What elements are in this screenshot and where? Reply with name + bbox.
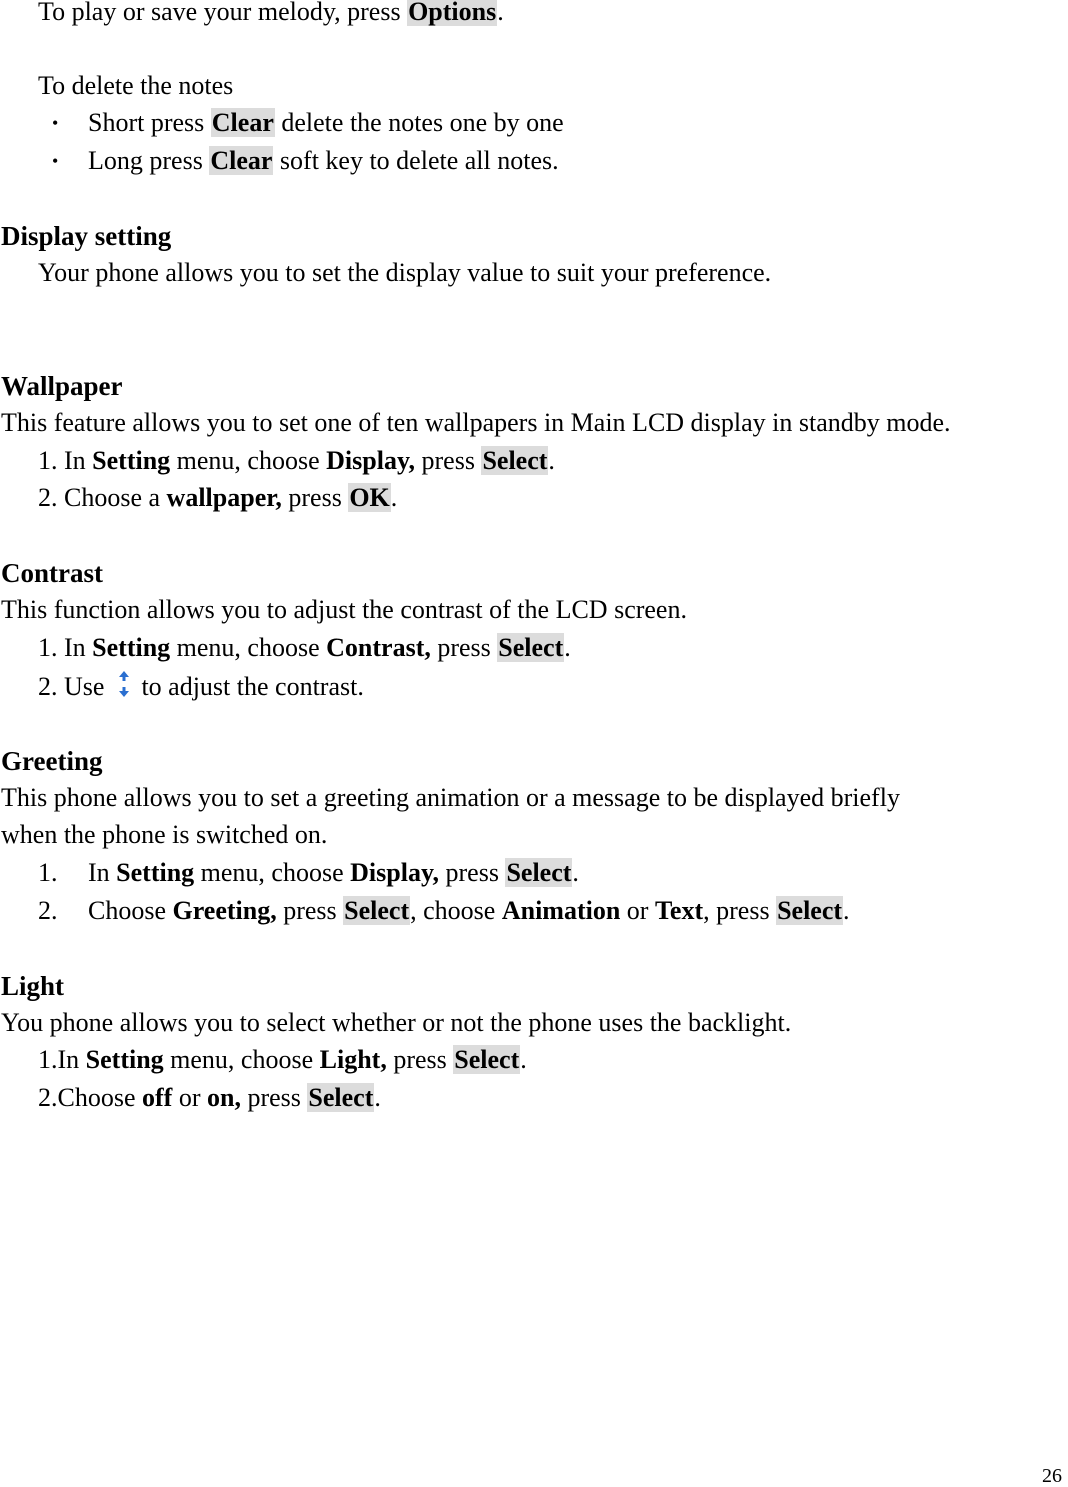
select-key: Select [482, 446, 548, 475]
select-key: Select [308, 1083, 374, 1112]
greeting-desc-line-2: when the phone is switched on. [1, 820, 328, 849]
select-key: Select [506, 858, 572, 887]
delete-notes-heading: To delete the notes [38, 71, 234, 100]
play-save-instruction: To play or save your melody, press Options. [38, 0, 504, 29]
light-desc: You phone allows you to select whether or not the phone uses the backlight. [1, 1008, 792, 1037]
contrast-step-2: 2. Use to adjust the contrast. [38, 669, 364, 708]
contrast-desc: This function allows you to adjust the contrast of the LCD screen. [1, 595, 687, 624]
clear-key: Clear [211, 108, 274, 137]
ok-key: OK [349, 483, 390, 512]
wallpaper-desc: This feature allows you to set one of ten wallpapers in Main LCD display in standby mode. [1, 408, 951, 437]
select-key: Select [777, 896, 843, 925]
greeting-desc-line-1: This phone allows you to set a greeting animation or a message to be displayed briefly [1, 783, 900, 812]
wallpaper-step-2: 2. Choose a wallpaper, press OK. [38, 483, 398, 512]
page-number: 26 [1042, 1465, 1062, 1487]
up-down-arrow-icon [117, 669, 131, 708]
bullet-short-press: Short press Clear delete the notes one by one [88, 108, 564, 137]
bullet-icon: • [52, 113, 59, 133]
clear-key: Clear [210, 146, 273, 175]
greeting-step-1: In Setting menu, choose Display, press Select. [88, 858, 579, 887]
bullet-icon: • [52, 151, 59, 171]
select-key: Select [454, 1045, 520, 1074]
display-setting-desc: Your phone allows you to set the display value to suit your preference. [38, 258, 772, 287]
display-setting-heading: Display setting [1, 221, 172, 251]
greeting-step-2: Choose Greeting, press Select, choose Animation or Text, press Select. [88, 896, 850, 925]
light-step-1: 1.In Setting menu, choose Light, press Select. [38, 1045, 527, 1074]
wallpaper-step-1: 1. In Setting menu, choose Display, press Select. [38, 446, 555, 475]
light-heading: Light [1, 971, 65, 1001]
contrast-heading: Contrast [1, 558, 103, 588]
wallpaper-heading: Wallpaper [1, 371, 123, 401]
select-key: Select [344, 896, 410, 925]
bullet-long-press: Long press Clear soft key to delete all notes. [88, 146, 559, 175]
step-number: 2. [38, 896, 58, 925]
step-number: 1. [38, 858, 58, 887]
options-key: Options [407, 0, 497, 26]
greeting-heading: Greeting [1, 746, 103, 776]
light-step-2: 2.Choose off or on, press Select. [38, 1083, 381, 1112]
select-key: Select [498, 633, 564, 662]
contrast-step-1: 1. In Setting menu, choose Contrast, press Select. [38, 633, 571, 662]
